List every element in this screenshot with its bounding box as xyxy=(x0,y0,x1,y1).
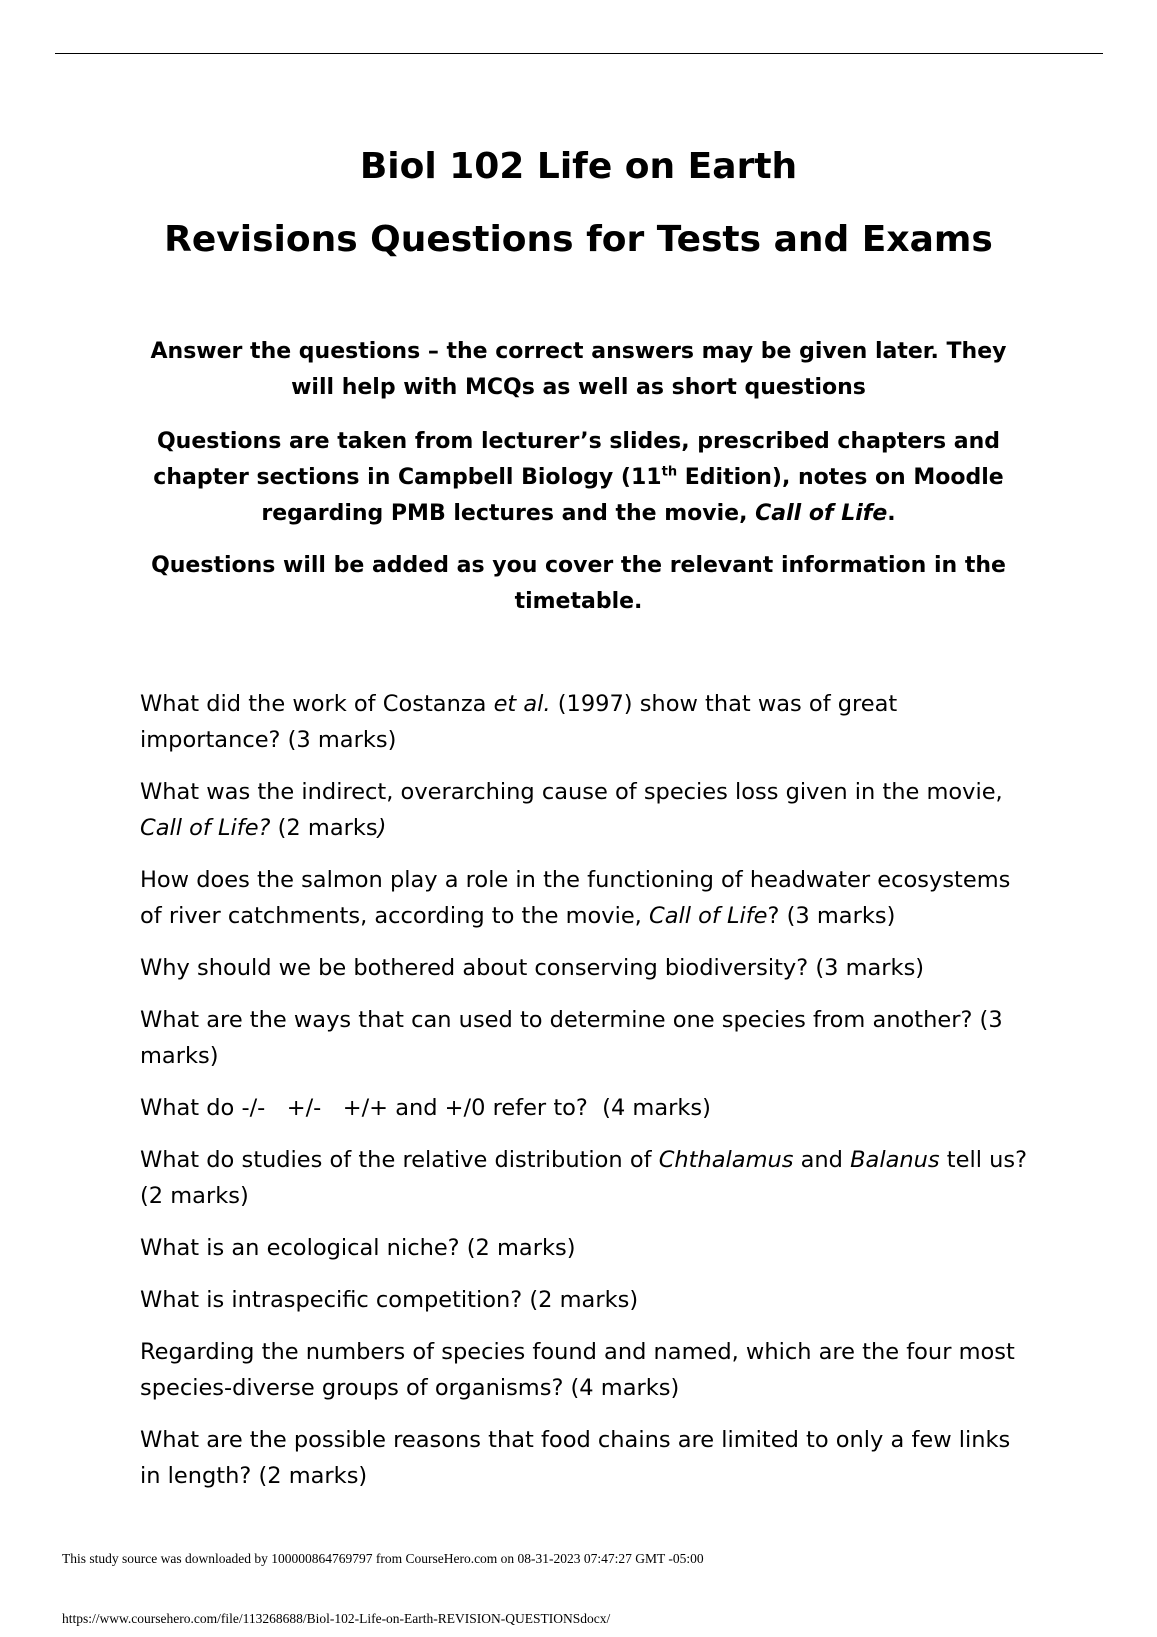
question-text: (2 marks xyxy=(270,815,378,841)
question-text: What did the work of Costanza xyxy=(140,691,494,717)
question-2 xyxy=(140,774,1030,846)
document-title: Biol 102 Life on Earth xyxy=(359,146,798,187)
question-italic: Balanus xyxy=(850,1147,940,1173)
question-10: Regarding the numbers of species found and named, which are the four most species-diverse groups of organisms? (4 marks) xyxy=(140,1339,1015,1401)
question-list xyxy=(140,686,1030,1510)
question-6: What do -/- +/- +/+ and +/0 refer to? (4 marks) xyxy=(140,1095,711,1121)
question-3 xyxy=(140,862,1030,934)
question-1 xyxy=(140,686,1030,758)
question-text: tell us? (2 marks) xyxy=(140,1147,1028,1209)
source-url[interactable]: https://www.coursehero.com/file/113268688/Biol-102-Life-on-Earth-REVISION-QUESTIONSdocx/ xyxy=(62,1611,611,1626)
question-8: What is an ecological niche? (2 marks) xyxy=(140,1235,576,1261)
question-text: What was the indirect, overarching cause of species loss given in the movie, xyxy=(140,779,1003,805)
question-text: What do studies of the relative distribution of xyxy=(140,1147,659,1173)
question-11: What are the possible reasons that food chains are limited to only a few links in length? (2 marks) xyxy=(140,1427,1011,1489)
question-text: ? (3 marks) xyxy=(767,903,896,929)
question-italic: Chthalamus xyxy=(658,1147,794,1173)
question-italic: et al. xyxy=(493,691,551,717)
intro-sources-text-b: Edition), notes on Moodle regarding PMB lectures and the movie, xyxy=(261,465,1004,526)
question-7 xyxy=(140,1142,1030,1214)
question-text: How does the salmon play a role in the functioning of headwater ecosystems of river catchments, according to the movie, xyxy=(140,867,1011,929)
question-text: (1997) show that was of great importance? (3 marks) xyxy=(140,691,898,753)
top-divider xyxy=(55,53,1103,54)
question-italic: Call of Life xyxy=(648,903,768,929)
intro-instructions: Answer the questions – the correct answers may be given later. They will help with MCQs as well as short questions xyxy=(150,339,1007,400)
intro-note: Questions will be added as you cover the relevant information in the timetable. xyxy=(151,553,1006,614)
intro-sources-text-a: Questions are taken from lecturer’s slides, prescribed chapters and chapter sections in Campbell Biology (11 xyxy=(153,429,1000,490)
intro-sources-movie-title: Call of Life xyxy=(755,501,888,526)
download-notice: This study source was downloaded by 100000864769797 from CourseHero.com on 08-31-2023 07:47:27 GMT -05:00 xyxy=(62,1551,704,1566)
question-text: and xyxy=(793,1147,851,1173)
intro-sources-text-c: . xyxy=(887,501,896,526)
question-5: What are the ways that can used to determine one species from another? (3 marks) xyxy=(140,1007,1003,1069)
question-italic: ) xyxy=(377,815,387,841)
question-italic: Call of Life? xyxy=(140,815,271,841)
question-4: Why should we be bothered about conserving biodiversity? (3 marks) xyxy=(140,955,925,981)
intro-sources xyxy=(150,424,1007,532)
question-9: What is intraspecific competition? (2 marks) xyxy=(140,1287,639,1313)
intro-sources-superscript: th xyxy=(661,464,678,480)
document-subtitle: Revisions Questions for Tests and Exams xyxy=(164,219,993,260)
